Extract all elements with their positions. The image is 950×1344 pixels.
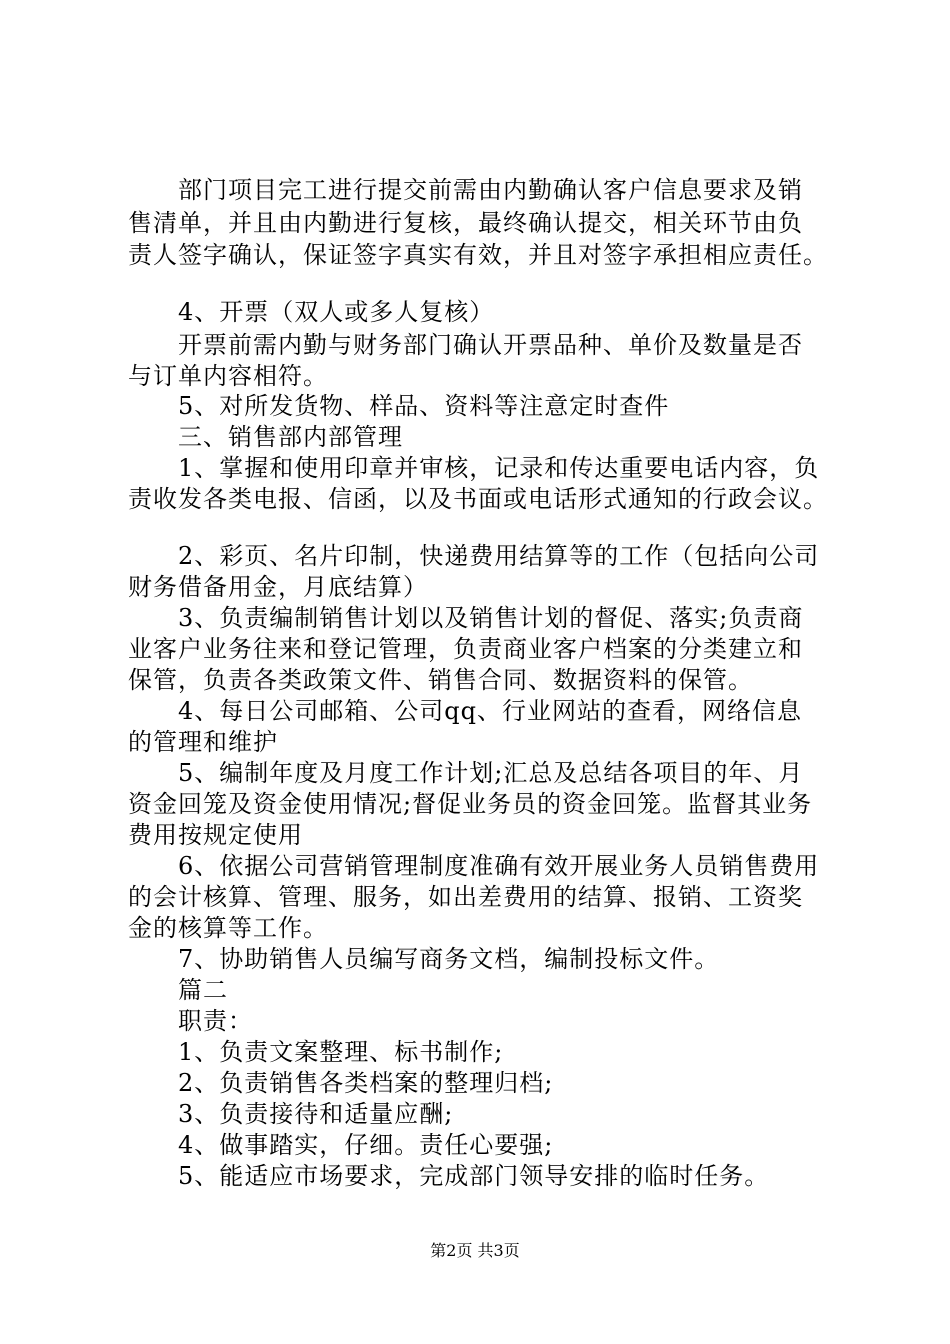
body-text-line: 资金回笼及资金使用情况;督促业务员的资金回笼。监督其业务 [128,790,813,818]
body-text-line: 财务借备用金，月底结算） [128,573,428,601]
body-text-line: 7、协助销售人员编写商务文档，编制投标文件。 [128,945,720,973]
list-item: 5、能适应市场要求，完成部门领导安排的临时任务。 [128,1162,770,1190]
body-text-line: 部门项目完工进行提交前需由内勤确认客户信息要求及销 [128,176,803,204]
body-text-line: 5、编制年度及月度工作计划;汇总及总结各项目的年、月 [128,759,804,787]
list-item: 4、做事踏实，仔细。责任心要强; [128,1131,554,1159]
body-text-line: 保管，负责各类政策文件、销售合同、数据资料的保管。 [128,666,753,694]
body-text-line: 金的核算等工作。 [128,914,328,942]
section-heading: 三、销售部内部管理 [128,423,403,451]
body-text-line: 1、掌握和使用印章并审核，记录和传达重要电话内容，负 [128,454,820,482]
section-heading: 职责： [128,1007,253,1035]
body-text-line: 开票前需内勤与财务部门确认开票品种、单价及数量是否 [128,331,803,359]
body-text-line: 5、对所发货物、样品、资料等注意定时查件 [128,392,670,420]
body-text-line: 4、每日公司邮箱、公司qq、行业网站的查看，网络信息 [128,697,802,725]
body-text-line: 的会计核算、管理、服务，如出差费用的结算、报销、工资奖 [128,883,803,911]
body-text-line: 的管理和维护 [128,728,278,756]
body-text-line: 责收发各类电报、信函，以及书面或电话形式通知的行政会议。 [128,485,828,513]
list-item: 3、负责接待和适量应酬; [128,1100,454,1128]
page-number-footer: 第2页 共3页 [430,1241,520,1260]
body-text-line: 6、依据公司营销管理制度准确有效开展业务人员销售费用 [128,852,820,880]
body-text-line: 2、彩页、名片印制，快递费用结算等的工作（包括向公司 [128,542,820,570]
list-item: 1、负责文案整理、标书制作; [128,1038,504,1066]
section-heading: 篇二 [128,976,228,1004]
body-text-line: 与订单内容相符。 [128,362,328,390]
body-text-line: 责人签字确认，保证签字真实有效，并且对签字承担相应责任。 [128,241,828,269]
body-text-line: 费用按规定使用 [128,821,303,849]
section-heading: 4、开票（双人或多人复核） [128,298,495,326]
body-text-line: 业客户业务往来和登记管理，负责商业客户档案的分类建立和 [128,635,803,663]
body-text-line: 售清单，并且由内勤进行复核，最终确认提交，相关环节由负 [128,209,803,237]
list-item: 2、负责销售各类档案的整理归档; [128,1069,554,1097]
body-text-line: 3、负责编制销售计划以及销售计划的督促、落实;负责商 [128,604,804,632]
